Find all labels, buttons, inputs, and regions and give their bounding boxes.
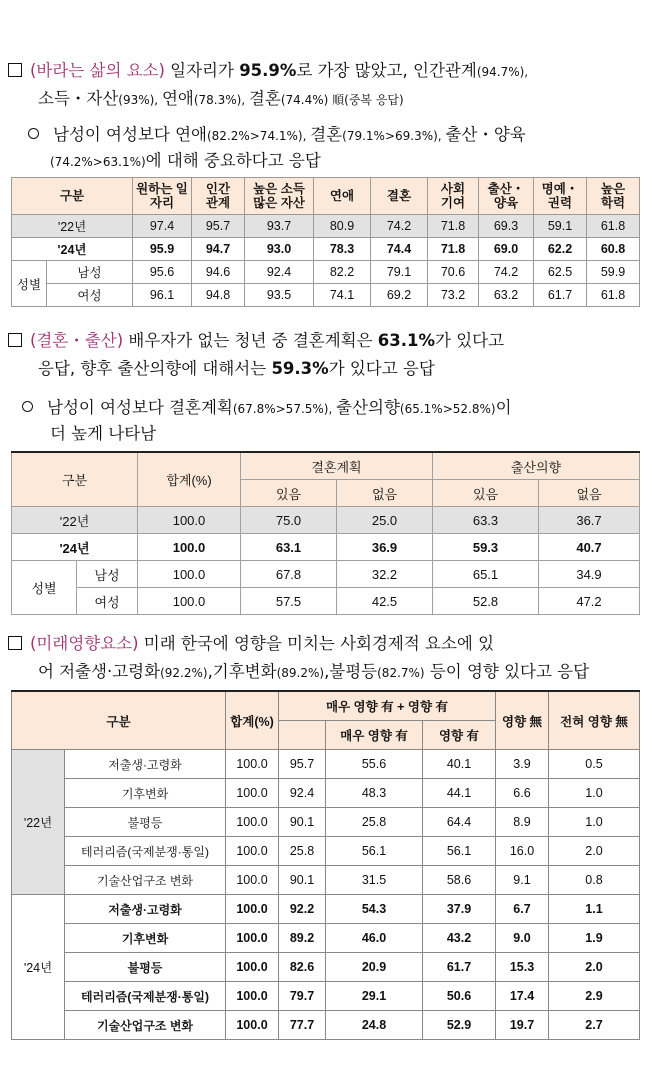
year-label: '22년 xyxy=(12,750,65,895)
s1-sub1: 남성이 여성보다 연애(82.2%>74.1%), 결혼(79.1%>69.3%), 출산・양육 xyxy=(28,122,526,149)
row-label: 저출생·고령화 xyxy=(65,895,226,924)
header-gubun: 구분 xyxy=(12,178,133,215)
s2-line2: 응답, 향후 출산의향에 대해서는 59.3%가 있다고 응답 xyxy=(38,359,435,378)
header-childbirth: 출산・ 양육 xyxy=(479,178,534,215)
table-cell: 95.7 xyxy=(279,750,326,779)
header-education: 높은 학력 xyxy=(587,178,640,215)
table-cell: 77.7 xyxy=(279,1011,326,1040)
year-label: '24년 xyxy=(12,895,65,1040)
s2-line1: (결혼・출산) 배우자가 없는 청년 중 결혼계획은 63.1%가 있다고 xyxy=(8,328,504,354)
checkbox-square-icon xyxy=(8,636,22,650)
table-cell: 100.0 xyxy=(226,924,279,953)
table-header-row xyxy=(12,178,640,215)
header-contribution: 사회 기여 xyxy=(428,178,479,215)
table-cell: 24.8 xyxy=(326,1011,423,1040)
table-cell: 1.9 xyxy=(549,924,640,953)
marriage-birth-table: 구분 합계(%) 결혼계획 출산의향 있음 없음 있음 없음 '22년 100.0 75.0 25.0 63.3 36.7 '24년 100.0 63.1 36.9 59.3 40.7 성별 남성 100.0 67.8 32.2 65.1 34.9 여성 100.0 57.5 42.5 52.8 47.2 xyxy=(11,451,640,615)
s1-line1: (바라는 삶의 요소) 일자리가 95.9%로 가장 많았고, 인간관계(94.7%), xyxy=(8,58,528,85)
table-cell: 1.0 xyxy=(549,808,640,837)
table-cell: 89.2 xyxy=(279,924,326,953)
group-label: 성별 xyxy=(12,261,47,307)
table-cell: 25.8 xyxy=(326,808,423,837)
table-cell: 40.1 xyxy=(423,750,496,779)
s2-sub2: 더 높게 나타남 xyxy=(50,424,157,443)
table-cell: 92.4 xyxy=(279,779,326,808)
row-label: 기술산업구조 변화 xyxy=(65,1011,226,1040)
table-cell: 9.1 xyxy=(496,866,549,895)
table-cell: 61.7 xyxy=(423,953,496,982)
table-cell: 20.9 xyxy=(326,953,423,982)
table-cell: 82.6 xyxy=(279,953,326,982)
table-row: '22년 100.0 75.0 25.0 63.3 36.7 xyxy=(12,507,640,534)
table-row: '24년 95.9 94.7 93.0 78.3 74.4 71.8 69.0 62.2 60.8 xyxy=(12,238,640,261)
table-cell: 6.6 xyxy=(496,779,549,808)
table-cell: 100.0 xyxy=(226,1011,279,1040)
table-cell: 90.1 xyxy=(279,866,326,895)
row-label: 불평등 xyxy=(65,808,226,837)
table-cell: 79.7 xyxy=(279,982,326,1011)
s2-sub1: 남성이 여성보다 결혼계획(67.8%>57.5%), 출산의향(65.1%>52.8%)이 xyxy=(22,395,512,422)
future-factors-table: 구분 합계(%) 매우 영향 有 + 영향 有 영향 無 전혀 영향 無 매우 영향 有 영향 有 '22년 저출생·고령화 100.0 95.7 55.6 40.1 3.9 0.5 기후변화 100.0 92.4 48.3 44.1 6.6 1.0 불평등 100.0 90.1 25.8 64.4 8.9 1.0 테러리즘(국제분쟁·통일) 100.0 25.8 56.1 56.1 16.0 2.0 기술산업구조 변화 100.0 90.1 31.5 58.6 9.1 0.8 '24년 저출생·고령화 100.0 92.2 54.3 37.9 6.7 1.1 기후변화 100.0 89.2 46.0 43.2 9.0 1.9 불평등 100.0 82.6 20.9 61.7 15.3 2.0 테러리즘(국제분쟁·통일) 100.0 79.7 29.1 50.6 17.4 2.9 기술산업구조 변화 100.0 77.7 24.8 52.9 19.7 2.7 xyxy=(11,690,640,1040)
row-label: 불평등 xyxy=(65,953,226,982)
table-row: 성별 남성 95.6 94.6 92.4 82.2 79.1 70.6 74.2 62.5 59.9 xyxy=(12,261,640,284)
table-cell: 90.1 xyxy=(279,808,326,837)
s1-line2: 소득・자산(93%), 연애(78.3%), 결혼(74.4%) 順(중복 응답) xyxy=(38,89,404,108)
row-label: 테러리즘(국제분쟁·통일) xyxy=(65,837,226,866)
s2-title: (결혼・출산) xyxy=(30,331,124,350)
table-cell: 100.0 xyxy=(226,982,279,1011)
table-cell: 46.0 xyxy=(326,924,423,953)
table-cell: 43.2 xyxy=(423,924,496,953)
header-marriage: 결혼 xyxy=(371,178,428,215)
table-cell: 3.9 xyxy=(496,750,549,779)
table-cell: 64.4 xyxy=(423,808,496,837)
header-income: 높은 소득 많은 자산 xyxy=(245,178,314,215)
table-cell: 37.9 xyxy=(423,895,496,924)
table-cell: 8.9 xyxy=(496,808,549,837)
bullet-circle-icon xyxy=(22,401,33,412)
row-label: 테러리즘(국제분쟁·통일) xyxy=(65,982,226,1011)
row-label: 기후변화 xyxy=(65,779,226,808)
table-cell: 2.9 xyxy=(549,982,640,1011)
table-row xyxy=(12,953,640,982)
table-cell: 2.0 xyxy=(549,953,640,982)
table-cell: 9.0 xyxy=(496,924,549,953)
table-row xyxy=(12,808,640,837)
table-cell: 100.0 xyxy=(226,866,279,895)
table-cell: 1.1 xyxy=(549,895,640,924)
table-cell: 48.3 xyxy=(326,779,423,808)
table-row: 성별 남성 100.0 67.8 32.2 65.1 34.9 xyxy=(12,561,640,588)
table-row xyxy=(12,1011,640,1040)
header-relation: 인간 관계 xyxy=(192,178,245,215)
table-cell: 58.6 xyxy=(423,866,496,895)
table-cell: 50.6 xyxy=(423,982,496,1011)
table-cell: 56.1 xyxy=(423,837,496,866)
table-cell: 2.0 xyxy=(549,837,640,866)
table-cell: 100.0 xyxy=(226,808,279,837)
table-row xyxy=(12,982,640,1011)
table-row xyxy=(12,750,640,779)
s1-sub2: (74.2%>63.1%)에 대해 중요하다고 응답 xyxy=(50,151,321,170)
table-row xyxy=(12,924,640,953)
table-cell: 0.5 xyxy=(549,750,640,779)
table-cell: 15.3 xyxy=(496,953,549,982)
s3-line2: 어 저출생·고령화(92.2%),기후변화(89.2%),불평등(82.7%) 등이 영향 있다고 응답 xyxy=(38,662,590,681)
s3-title: (미래영향요소) xyxy=(30,634,139,653)
table-cell: 100.0 xyxy=(226,895,279,924)
header-dating: 연애 xyxy=(314,178,371,215)
table-row xyxy=(12,837,640,866)
table-cell: 56.1 xyxy=(326,837,423,866)
checkbox-square-icon xyxy=(8,333,22,347)
table-cell: 1.0 xyxy=(549,779,640,808)
table-cell: 44.1 xyxy=(423,779,496,808)
table-row xyxy=(12,779,640,808)
table-row xyxy=(12,866,640,895)
values-table xyxy=(11,177,640,307)
row-label: 기후변화 xyxy=(65,924,226,953)
table-cell: 100.0 xyxy=(226,953,279,982)
header-honor: 명예・ 권력 xyxy=(534,178,587,215)
header-job: 원하는 일 자리 xyxy=(133,178,192,215)
table-cell: 54.3 xyxy=(326,895,423,924)
table-cell: 100.0 xyxy=(226,779,279,808)
table-cell: 52.9 xyxy=(423,1011,496,1040)
checkbox-square-icon xyxy=(8,63,22,77)
table-row: 여성 100.0 57.5 42.5 52.8 47.2 xyxy=(12,588,640,615)
row-label: 저출생·고령화 xyxy=(65,750,226,779)
table-cell: 2.7 xyxy=(549,1011,640,1040)
bullet-circle-icon xyxy=(28,128,39,139)
table-cell: 25.8 xyxy=(279,837,326,866)
table-row xyxy=(12,895,640,924)
row-label: 기술산업구조 변화 xyxy=(65,866,226,895)
table-row: '24년 100.0 63.1 36.9 59.3 40.7 xyxy=(12,534,640,561)
table-cell: 6.7 xyxy=(496,895,549,924)
table-cell: 17.4 xyxy=(496,982,549,1011)
table-cell: 16.0 xyxy=(496,837,549,866)
s3-line1: (미래영향요소) 미래 한국에 영향을 미치는 사회경제적 요소에 있 xyxy=(8,631,494,657)
table-cell: 31.5 xyxy=(326,866,423,895)
table-cell: 100.0 xyxy=(226,837,279,866)
table-row: '22년 97.4 95.7 93.7 80.9 74.2 71.8 69.3 59.1 61.8 xyxy=(12,215,640,238)
table-cell: 19.7 xyxy=(496,1011,549,1040)
table-cell: 29.1 xyxy=(326,982,423,1011)
table-cell: 55.6 xyxy=(326,750,423,779)
table-row: 여성 96.1 94.8 93.5 74.1 69.2 73.2 63.2 61.7 61.8 xyxy=(12,284,640,307)
table-cell: 92.2 xyxy=(279,895,326,924)
s1-title: (바라는 삶의 요소) xyxy=(30,61,165,80)
table-cell: 100.0 xyxy=(226,750,279,779)
table-cell: 0.8 xyxy=(549,866,640,895)
group-label: 성별 xyxy=(12,561,77,615)
